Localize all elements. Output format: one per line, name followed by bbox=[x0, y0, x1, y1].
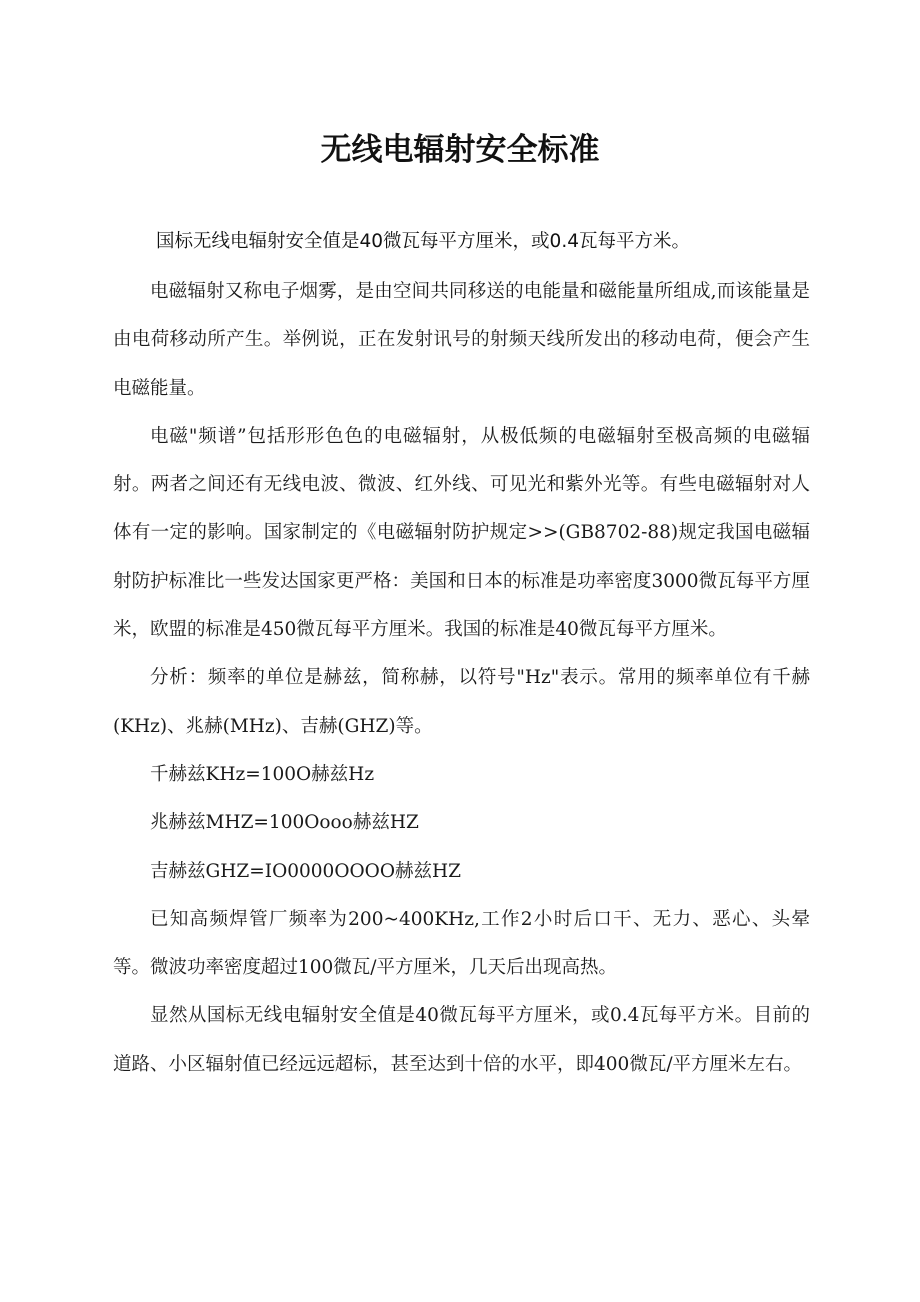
formula-ghz: 吉赫兹GHZ=IO0000OOOO赫兹HZ bbox=[150, 860, 461, 882]
page-subtitle: 国标无线电辐射安全值是40微瓦每平方厘米，或0.4瓦每平方米。 bbox=[156, 231, 690, 252]
paragraph-analysis: 分析：频率的单位是赫兹，简称赫，以符号"Hz"表示。常用的频率单位有千赫(KHz)、兆赫(MHz)、吉赫(GHZ)等。 bbox=[113, 667, 810, 737]
paragraph-spectrum: 电磁"频谱”包括形形色色的电磁辐射，从极低频的电磁辐射至极高频的电磁辐射。两者之间还有无线电波、微波、红外线、可见光和紫外光等。有些电磁辐射对人体有一定的影响。国家制定的《电磁辐射防护规定>>(GB8702-88)规定我国电磁辐射防护标准比一些发达国家更严格：美国和日本的标准是功率密度3000微瓦每平方厘米，欧盟的标准是450微瓦每平方厘米。我国的标准是40微瓦每平方厘米。 bbox=[113, 425, 810, 641]
paragraph-effects: 已知高频焊管厂频率为200~400KHz,工作2小时后口干、无力、恶心、头晕等。微波功率密度超过100微瓦/平方厘米，几天后出现高热。 bbox=[113, 908, 810, 979]
formula-khz: 千赫兹KHz=100O赫兹Hz bbox=[150, 763, 375, 785]
paragraph-definition: 电磁辐射又称电子烟雾，是由空间共同移送的电能量和磁能量所组成,而该能量是由电荷移动所产生。举例说，正在发射讯号的射频天线所发出的移动电荷，便会产生电磁能量。 bbox=[113, 281, 810, 399]
document-body bbox=[113, 268, 810, 1089]
formula-mhz: 兆赫兹MHZ=100Oooo赫兹HZ bbox=[150, 812, 419, 834]
paragraph-conclusion: 显然从国标无线电辐射安全值是40微瓦每平方厘米，或0.4瓦每平方米。目前的道路、小区辐射值已经远远超标，甚至达到十倍的水平，即400微瓦/平方厘米左右。 bbox=[113, 1005, 810, 1075]
page-title: 无线电辐射安全标准 bbox=[320, 132, 600, 168]
